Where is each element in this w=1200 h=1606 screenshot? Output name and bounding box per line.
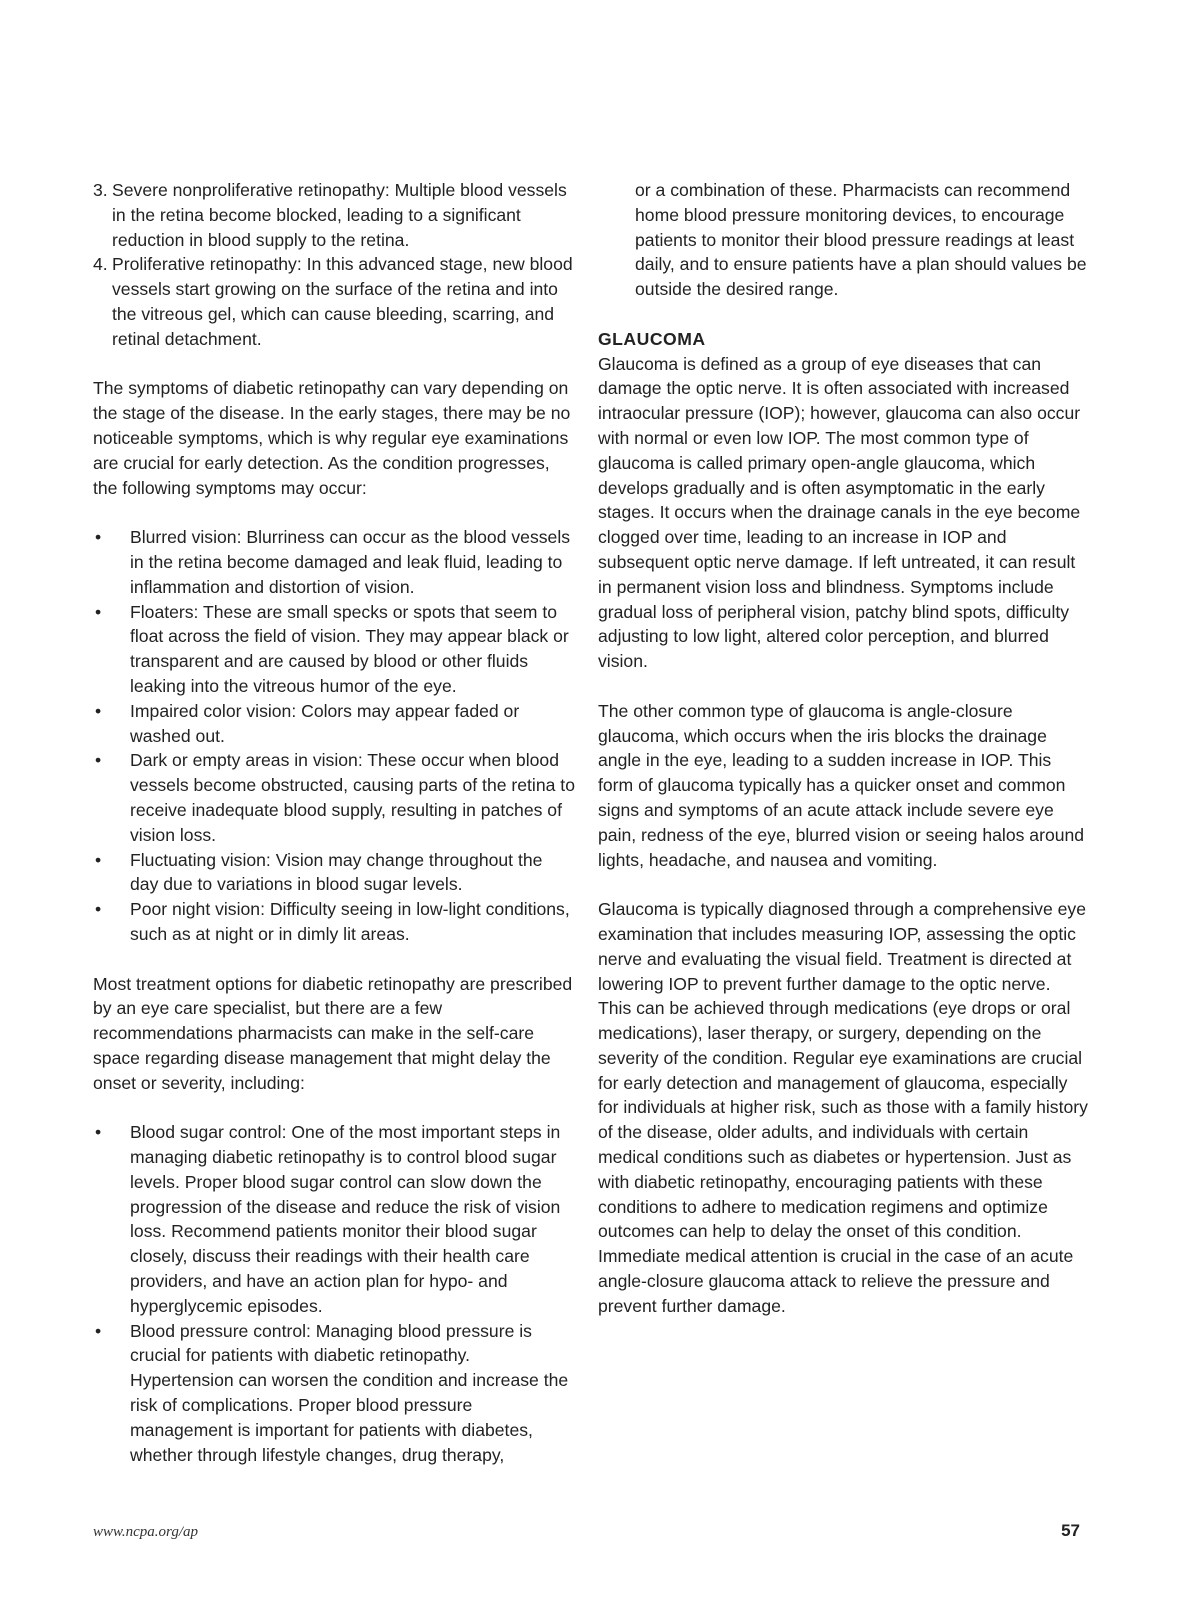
list-number: 3. [93,180,108,200]
continued-bullet-text: or a combination of these. Pharmacists can recommend home blood pressure monitoring devices, to encourage patients to monitor their blood pressure readings at least daily, and to ensure patients have a plan should values be outside the desired range. [635,180,1087,300]
bullet-icon: • [95,1320,102,1341]
glaucoma-paragraph: Glaucoma is defined as a group of eye diseases that can damage the optic nerve. It is often associated with increased intraocular pressure (IOP); however, glaucoma can also occur with normal or even low IOP. The most common type of glaucoma is called primary open-angle glaucoma, which develops gradually and is often asymptomatic in the early stages. It occurs when the drainage canals in the eye become clogged over time, leading to an increase in IOP and subsequent optic nerve damage. If left untreated, it can result in permanent vision loss and blindness. Symptoms include gradual loss of peripheral vision, patchy blind spots, difficulty adjusting to low light, altered color perception, and blurred vision. [598,353,1081,672]
list-item-text: Poor night vision: Difficulty seeing in low-light conditions, such as at night or in dimly lit areas. [130,899,570,944]
list-item [93,1319,575,1468]
footer-url: www.ncpa.org/ap [93,1524,199,1540]
bullet-icon: • [95,601,102,622]
glaucoma-heading: GLAUCOMA [598,328,706,349]
right-column [598,178,1088,1319]
list-item [93,897,575,947]
list-item [93,1120,575,1318]
symptoms-list [93,525,575,947]
list-item [93,748,575,847]
bullet-icon: • [95,527,102,548]
list-item-text: Proliferative retinopathy: In this advanced stage, new blood vessels start growing on the surface of the retina and into the vitreous gel, which can cause bleeding, scarring, and retinal detachment. [112,254,573,349]
page-number: 57 [1061,1521,1080,1540]
list-item-text: Blurred vision: Blurriness can occur as the blood vessels in the retina become damaged and leak fluid, leading to inflammation and distortion of vision. [130,527,571,597]
bullet-icon: • [95,750,102,771]
list-item-text: Dark or empty areas in vision: These occur when blood vessels become obstructed, causing parts of the retina to receive inadequate blood supply, resulting in patches of vision loss. [130,750,575,845]
treatment-intro-paragraph: Most treatment options for diabetic retinopathy are prescribed by an eye care specialist, but there are a few recommendations pharmacists can make in the self-care space regarding disease management that might delay the onset or severity, including: [93,973,573,1093]
left-column [93,178,575,1467]
glaucoma-paragraph: Glaucoma is typically diagnosed through a comprehensive eye examination that includes measuring IOP, assessing the optic nerve and evaluating the visual field. Treatment is directed at lowering IOP to prevent further damage to the optic nerve. This can be achieved through medications (eye drops or oral medications), laser therapy, or surgery, depending on the severity of the condition. Regular eye examinations are crucial for early detection and management of glaucoma, especially for individuals at higher risk, such as those with a family history of the disease, older adults, and individuals with certain medical conditions such as diabetes or hypertension. Just as with diabetic retinopathy, encouraging patients with these conditions to adhere to medication regimens and optimize outcomes can help to delay the onset of this condition. Immediate medical attention is crucial in the case of an acute angle-closure glaucoma attack to relieve the pressure and prevent further damage. [598,899,1088,1316]
glaucoma-paragraph: The other common type of glaucoma is angle-closure glaucoma, which occurs when the iris blocks the drainage angle in the eye, leading to a sudden increase in IOP. This form of glaucoma typically has a quicker onset and common signs and symptoms of an acute attack include severe eye pain, redness of the eye, blurred vision or seeing halos around lights, headache, and nausea and vomiting. [598,700,1085,870]
list-item [93,848,575,898]
list-item-text: Blood pressure control: Managing blood pressure is crucial for patients with diabetic retinopathy. Hypertension can worsen the condition and increase the risk of complications. Proper blood pressure management is important for patients with diabetes, whether through lifestyle changes, drug therapy, [130,1320,569,1465]
list-item [93,699,575,749]
list-item-text: Severe nonproliferative retinopathy: Multiple blood vessels in the retina become blocked, leading to a significant reduction in blood supply to the retina. [112,180,567,250]
recommendations-list [93,1120,575,1467]
bullet-icon: • [95,700,102,721]
list-item-text: Floaters: These are small specks or spots that seem to float across the field of vision. They may appear black or transparent and are caused by blood or other fluids leaking into the vitreous humor of the eye. [130,601,569,696]
list-item [93,600,575,699]
list-item [93,178,575,252]
list-item [93,252,575,351]
list-item [93,525,575,599]
bullet-icon: • [95,849,102,870]
list-item-text: Fluctuating vision: Vision may change throughout the day due to variations in blood sugar levels. [130,849,543,895]
list-item-text: Impaired color vision: Colors may appear faded or washed out. [130,700,520,746]
list-number: 4. [93,254,108,275]
list-item-text: Blood sugar control: One of the most important steps in managing diabetic retinopathy is to control blood sugar levels. Proper blood sugar control can slow down the progression of the disease and reduce the risk of vision loss. Recommend patients monitor their blood sugar closely, discuss their readings with their health care providers, and have an action plan for hypo- and hyperglycemic episodes. [130,1122,561,1316]
retinopathy-stages-list [93,178,575,352]
bullet-icon: • [95,899,102,920]
bullet-icon: • [95,1122,102,1143]
symptoms-intro-paragraph: The symptoms of diabetic retinopathy can vary depending on the stage of the disease. In the early stages, there may be no noticeable symptoms, which is why regular eye examinations are crucial for early detection. As the condition progresses, the following symptoms may occur: [93,378,571,498]
